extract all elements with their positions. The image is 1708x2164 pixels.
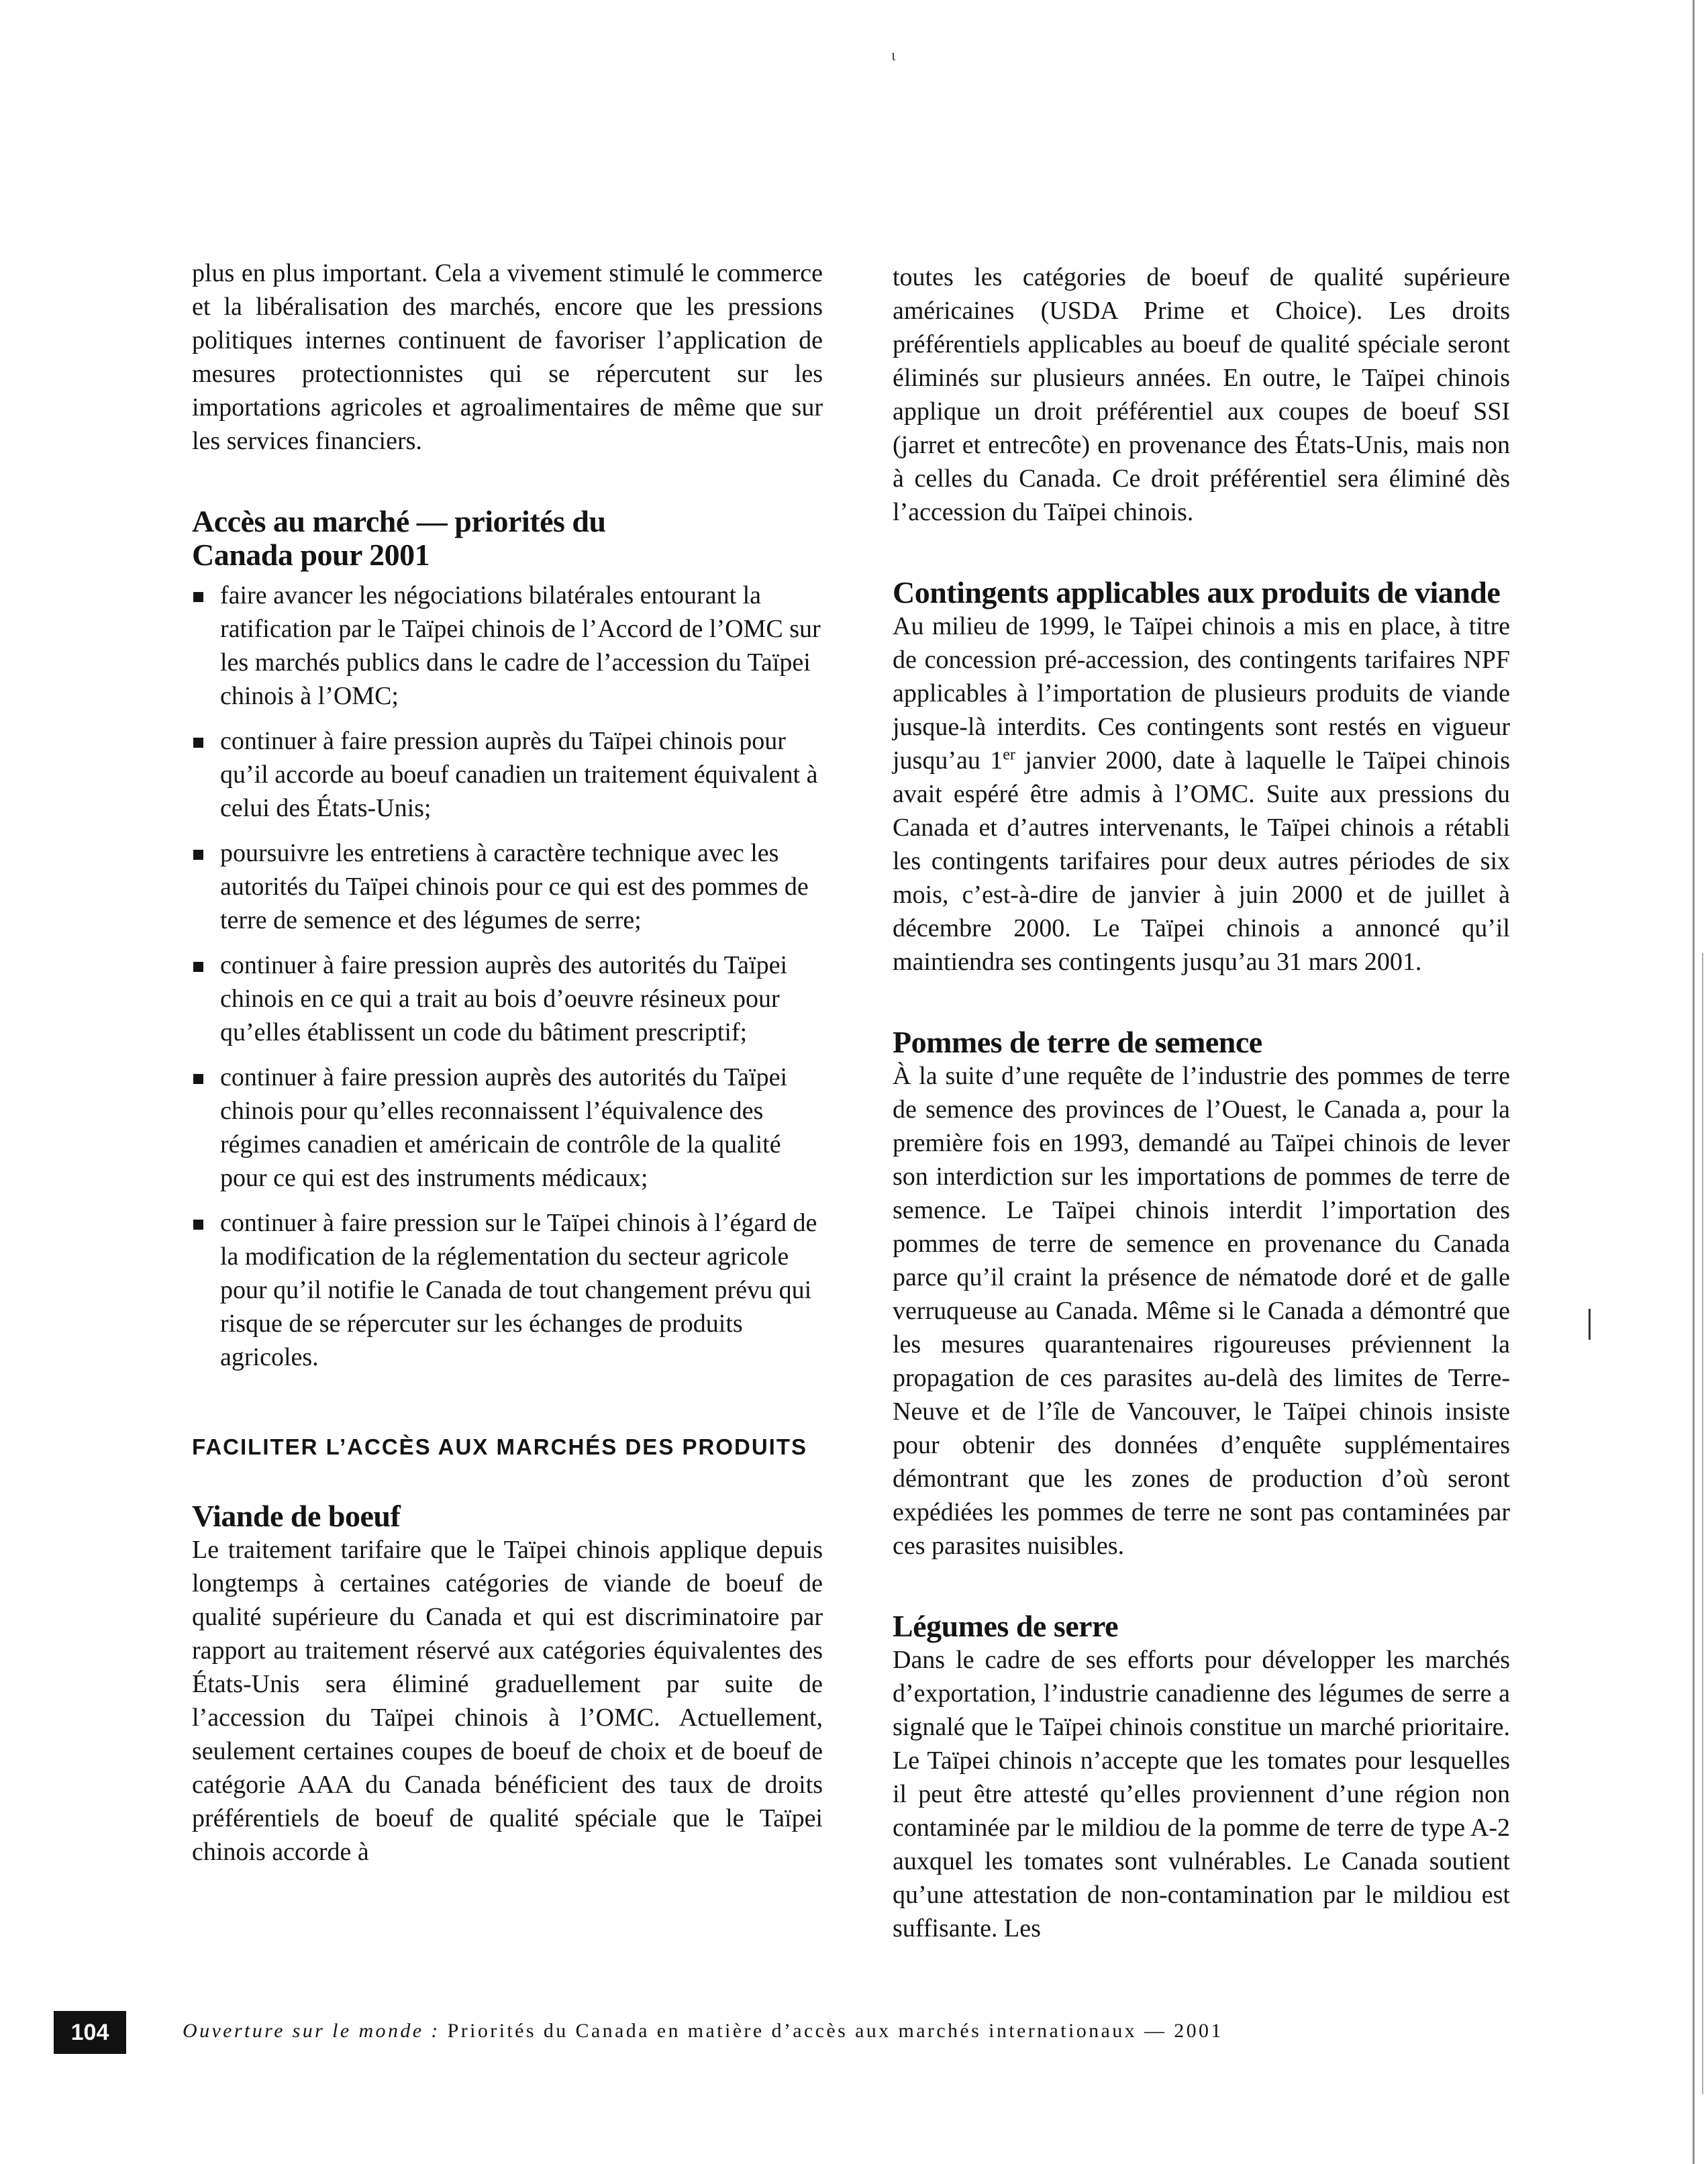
- list-item: continuer à faire pression auprès des autorités du Taïpei chinois pour qu’elles reconnaissent l’équivalence des régimes canadien et américain de contrôle de la qualité pour ce qui est des instruments médicaux;: [192, 1061, 823, 1195]
- seed-potato-heading: Pommes de terre de semence: [893, 1025, 1262, 1059]
- greenhouse-paragraph: Dans le cadre de ses efforts pour développer les marchés d’exportation, l’industrie canadienne des légumes de serre a signalé que le Taïpei chinois constitue un marché prioritaire. Le Taïpei chinois n’accepte que les tomates pour lesquelles il peut être attesté qu’elles proviennent d’une région non contaminée par le mildiou de la pomme de terre de type A-2 auxquel les tomates sont vulnérables. Le Canada soutient qu’une attestation de non-contamination par le mildiou est suffisante. Les: [893, 1646, 1510, 1942]
- publication-title-rest: Priorités du Canada en matière d’accès aux marchés internationaux — 2001: [440, 2020, 1223, 2042]
- list-item: continuer à faire pression auprès du Taïpei chinois pour qu’il accorde au boeuf canadien un traitement équivalent à celui des États-Unis;: [192, 724, 823, 825]
- meat-quotas-paragraph: Au milieu de 1999, le Taïpei chinois a mis en place, à titre de concession pré-accession, des contingents tarifaires NPF applicables à l’importation de plusieurs produits de viande jusque-là interdits. Ces contingents sont restés en vigueur jusqu’au 1er janvier 2000, date à laquelle le Taïpei chinois avait espéré être admis à l’OMC. Suite aux pressions du Canada et d’autres intervenants, le Taïpei chinois a rétabli les contingents tarifaires pour deux autres périodes de six mois, c’est-à-dire de janvier à juin 2000 et de juillet à décembre 2000. Le Taïpei chinois a annoncé qu’il maintiendra ses contingents jusqu’au 31 mars 2001.: [893, 612, 1510, 976]
- list-item: poursuivre les entretiens à caractère technique avec les autorités du Taïpei chinois pour ce qui est des pommes de terre de semence et des légumes de serre;: [192, 836, 823, 937]
- scan-margin-line: [1589, 1309, 1591, 1340]
- meat-quotas-heading: Contingents applicables aux produits de viande: [893, 575, 1501, 609]
- superscript: er: [1003, 746, 1015, 764]
- priorities-list: [192, 579, 823, 1374]
- running-footer: [183, 2016, 1478, 2046]
- bullet-square-icon: [193, 850, 203, 860]
- page-number: 104: [54, 2011, 126, 2054]
- beef-paragraph: Le traitement tarifaire que le Taïpei chinois applique depuis longtemps à certaines catégories de viande de boeuf de qualité supérieure du Canada et qui est discriminatoire par rapport au traitement réservé aux catégories équivalentes des États-Unis sera éliminé graduellement par suite de l’accession du Taïpei chinois à l’OMC. Actuellement, seulement certaines coupes de boeuf de choix et de boeuf de catégorie AAA du Canada bénéficient des taux de droits préférentiels de boeuf de qualité spéciale que le Taïpei chinois accorde à: [192, 1536, 823, 1866]
- seed-potato-paragraph: À la suite d’une requête de l’industrie des pommes de terre de semence des provinces de l’Ouest, le Canada a, pour la première fois en 1993, demandé au Taïpei chinois de lever son interdiction sur les importations de pommes de terre de semence. Le Taïpei chinois interdit l’importation des pommes de terre de semence en provenance du Canada parce qu’il craint la présence de nématode doré et de galle verruqueuse au Canada. Même si le Canada a démontré que les mesures quarantenaires rigoureuses préviennent la propagation de ces parasites au-delà des limites de Terre-Neuve et de l’île de Vancouver, le Taïpei chinois insiste pour obtenir des données d’enquête supplémentaires démontrant que les zones de production d’où seront expédiées les pommes de terre ne sont pas contaminées par ces parasites nuisibles.: [893, 1062, 1510, 1560]
- bullet-square-icon: [193, 738, 203, 748]
- list-item: continuer à faire pression auprès des autorités du Taïpei chinois en ce qui a trait au bois d’oeuvre résineux pour qu’elles établissent un code du bâtiment prescriptif;: [192, 948, 823, 1049]
- bullet-square-icon: [193, 1074, 203, 1084]
- bullet-square-icon: [193, 1220, 203, 1230]
- right-column: [893, 260, 1510, 1945]
- priorities-heading: Accès au marché — priorités du Canada pour 2001: [192, 504, 606, 572]
- bullet-square-icon: [193, 962, 203, 972]
- scan-edge-line: [1702, 953, 1703, 2094]
- bullet-square-icon: [193, 592, 203, 602]
- beef-continued-paragraph: toutes les catégories de boeuf de qualité supérieure américaines (USDA Prime et Choice). Les droits préférentiels applicables au boeuf de qualité spéciale seront éliminés sur plusieurs années. En outre, le Taïpei chinois applique un droit préférentiel aux coupes de boeuf SSI (jarret et entrecôte) en provenance des États-Unis, mais non à celles du Canada. Ce droit préférentiel sera éliminé dès l’accession du Taïpei chinois.: [893, 263, 1510, 526]
- left-column: [192, 256, 823, 1869]
- scan-edge-line: [1693, 0, 1695, 2164]
- list-item: continuer à faire pression sur le Taïpei chinois à l’égard de la modification de la réglementation du secteur agricole pour qu’il notifie le Canada de tout changement prévu qui risque de se répercuter sur les échanges de produits agricoles.: [192, 1206, 823, 1374]
- scan-artifact-mark: ι: [891, 47, 896, 64]
- intro-paragraph: plus en plus important. Cela a vivement stimulé le commerce et la libéralisation des marchés, encore que les pressions politiques internes continuent de favoriser l’application de mesures protectionnistes qui se répercutent sur les importations agricoles et agroalimentaires de même que sur les services financiers.: [192, 259, 823, 455]
- beef-heading: Viande de boeuf: [192, 1499, 401, 1533]
- greenhouse-heading: Légumes de serre: [893, 1609, 1119, 1643]
- section-heading: FACILITER L’ACCÈS AUX MARCHÉS DES PRODUITS: [192, 1434, 808, 1459]
- publication-title-italic: Ouverture sur le monde :: [183, 2020, 440, 2042]
- list-item: faire avancer les négociations bilatérales entourant la ratification par le Taïpei chinois de l’Accord de l’OMC sur les marchés publics dans le cadre de l’accession du Taïpei chinois à l’OMC;: [192, 579, 823, 713]
